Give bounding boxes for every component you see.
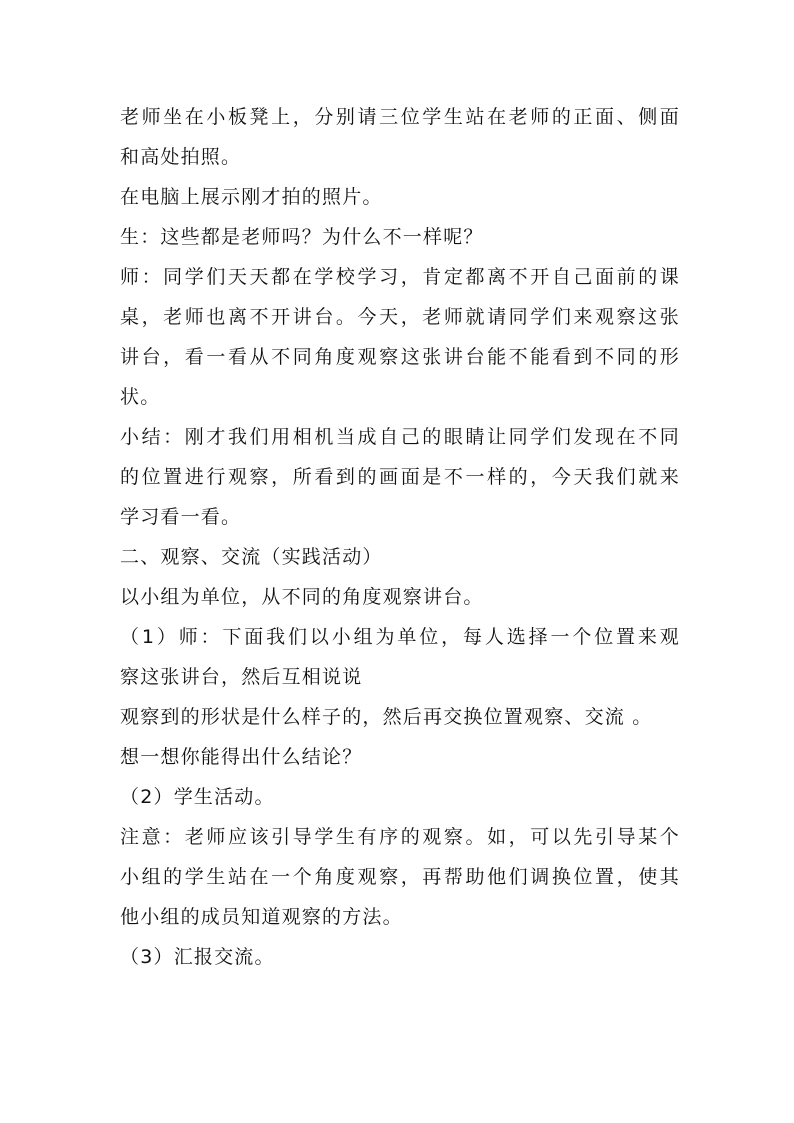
paragraph-line: 想一想你能得出什么结论？: [120, 746, 363, 768]
paragraph-line: 注意：老师应该引导学生有序的观察。如，可以先引导某个: [120, 826, 680, 848]
paragraph-line: 师：同学们天天都在学校学习，肯定都离不开自己面前的课: [120, 266, 680, 288]
paragraph-line: 的位置进行观察，所看到的画面是不一样的，今天我们就来: [120, 466, 680, 488]
document-body: [120, 97, 680, 977]
paragraph-line: 老师坐在小板凳上，分别请三位学生站在老师的正面、侧面: [120, 106, 680, 128]
paragraph-line: （3）汇报交流。: [120, 946, 275, 968]
paragraph-line: （1）师：下面我们以小组为单位，每人选择一个位置来观: [120, 626, 680, 648]
paragraph-line: 观察到的形状是什么样子的，然后再交换位置观察、交流 。: [120, 706, 653, 728]
paragraph-line: 讲台，看一看从不同角度观察这张讲台能不能看到不同的形: [120, 346, 680, 368]
paragraph-line: 以小组为单位，从不同的角度观察讲台。: [120, 586, 484, 608]
paragraph-line: 状。: [120, 386, 161, 408]
paragraph-line: 他小组的成员知道观察的方法。: [120, 906, 403, 928]
section-heading: 二、观察、交流（实践活动）: [120, 546, 383, 568]
paragraph-line: 和高处拍照。: [120, 146, 242, 168]
paragraph-line: 在电脑上展示刚才拍的照片。: [120, 186, 383, 208]
paragraph-line: （2）学生活动。: [120, 786, 275, 808]
paragraph-line: 小结：刚才我们用相机当成自己的眼睛让同学们发现在不同: [120, 426, 680, 448]
paragraph-line: 生：这些都是老师吗？为什么不一样呢？: [120, 226, 484, 248]
paragraph-line: 小组的学生站在一个角度观察，再帮助他们调换位置，使其: [120, 866, 680, 888]
paragraph-line: 学习看一看。: [120, 506, 242, 528]
paragraph-line: 察这张讲台，然后互相说说: [120, 666, 363, 688]
paragraph-line: 桌，老师也离不开讲台。今天，老师就请同学们来观察这张: [120, 306, 680, 328]
